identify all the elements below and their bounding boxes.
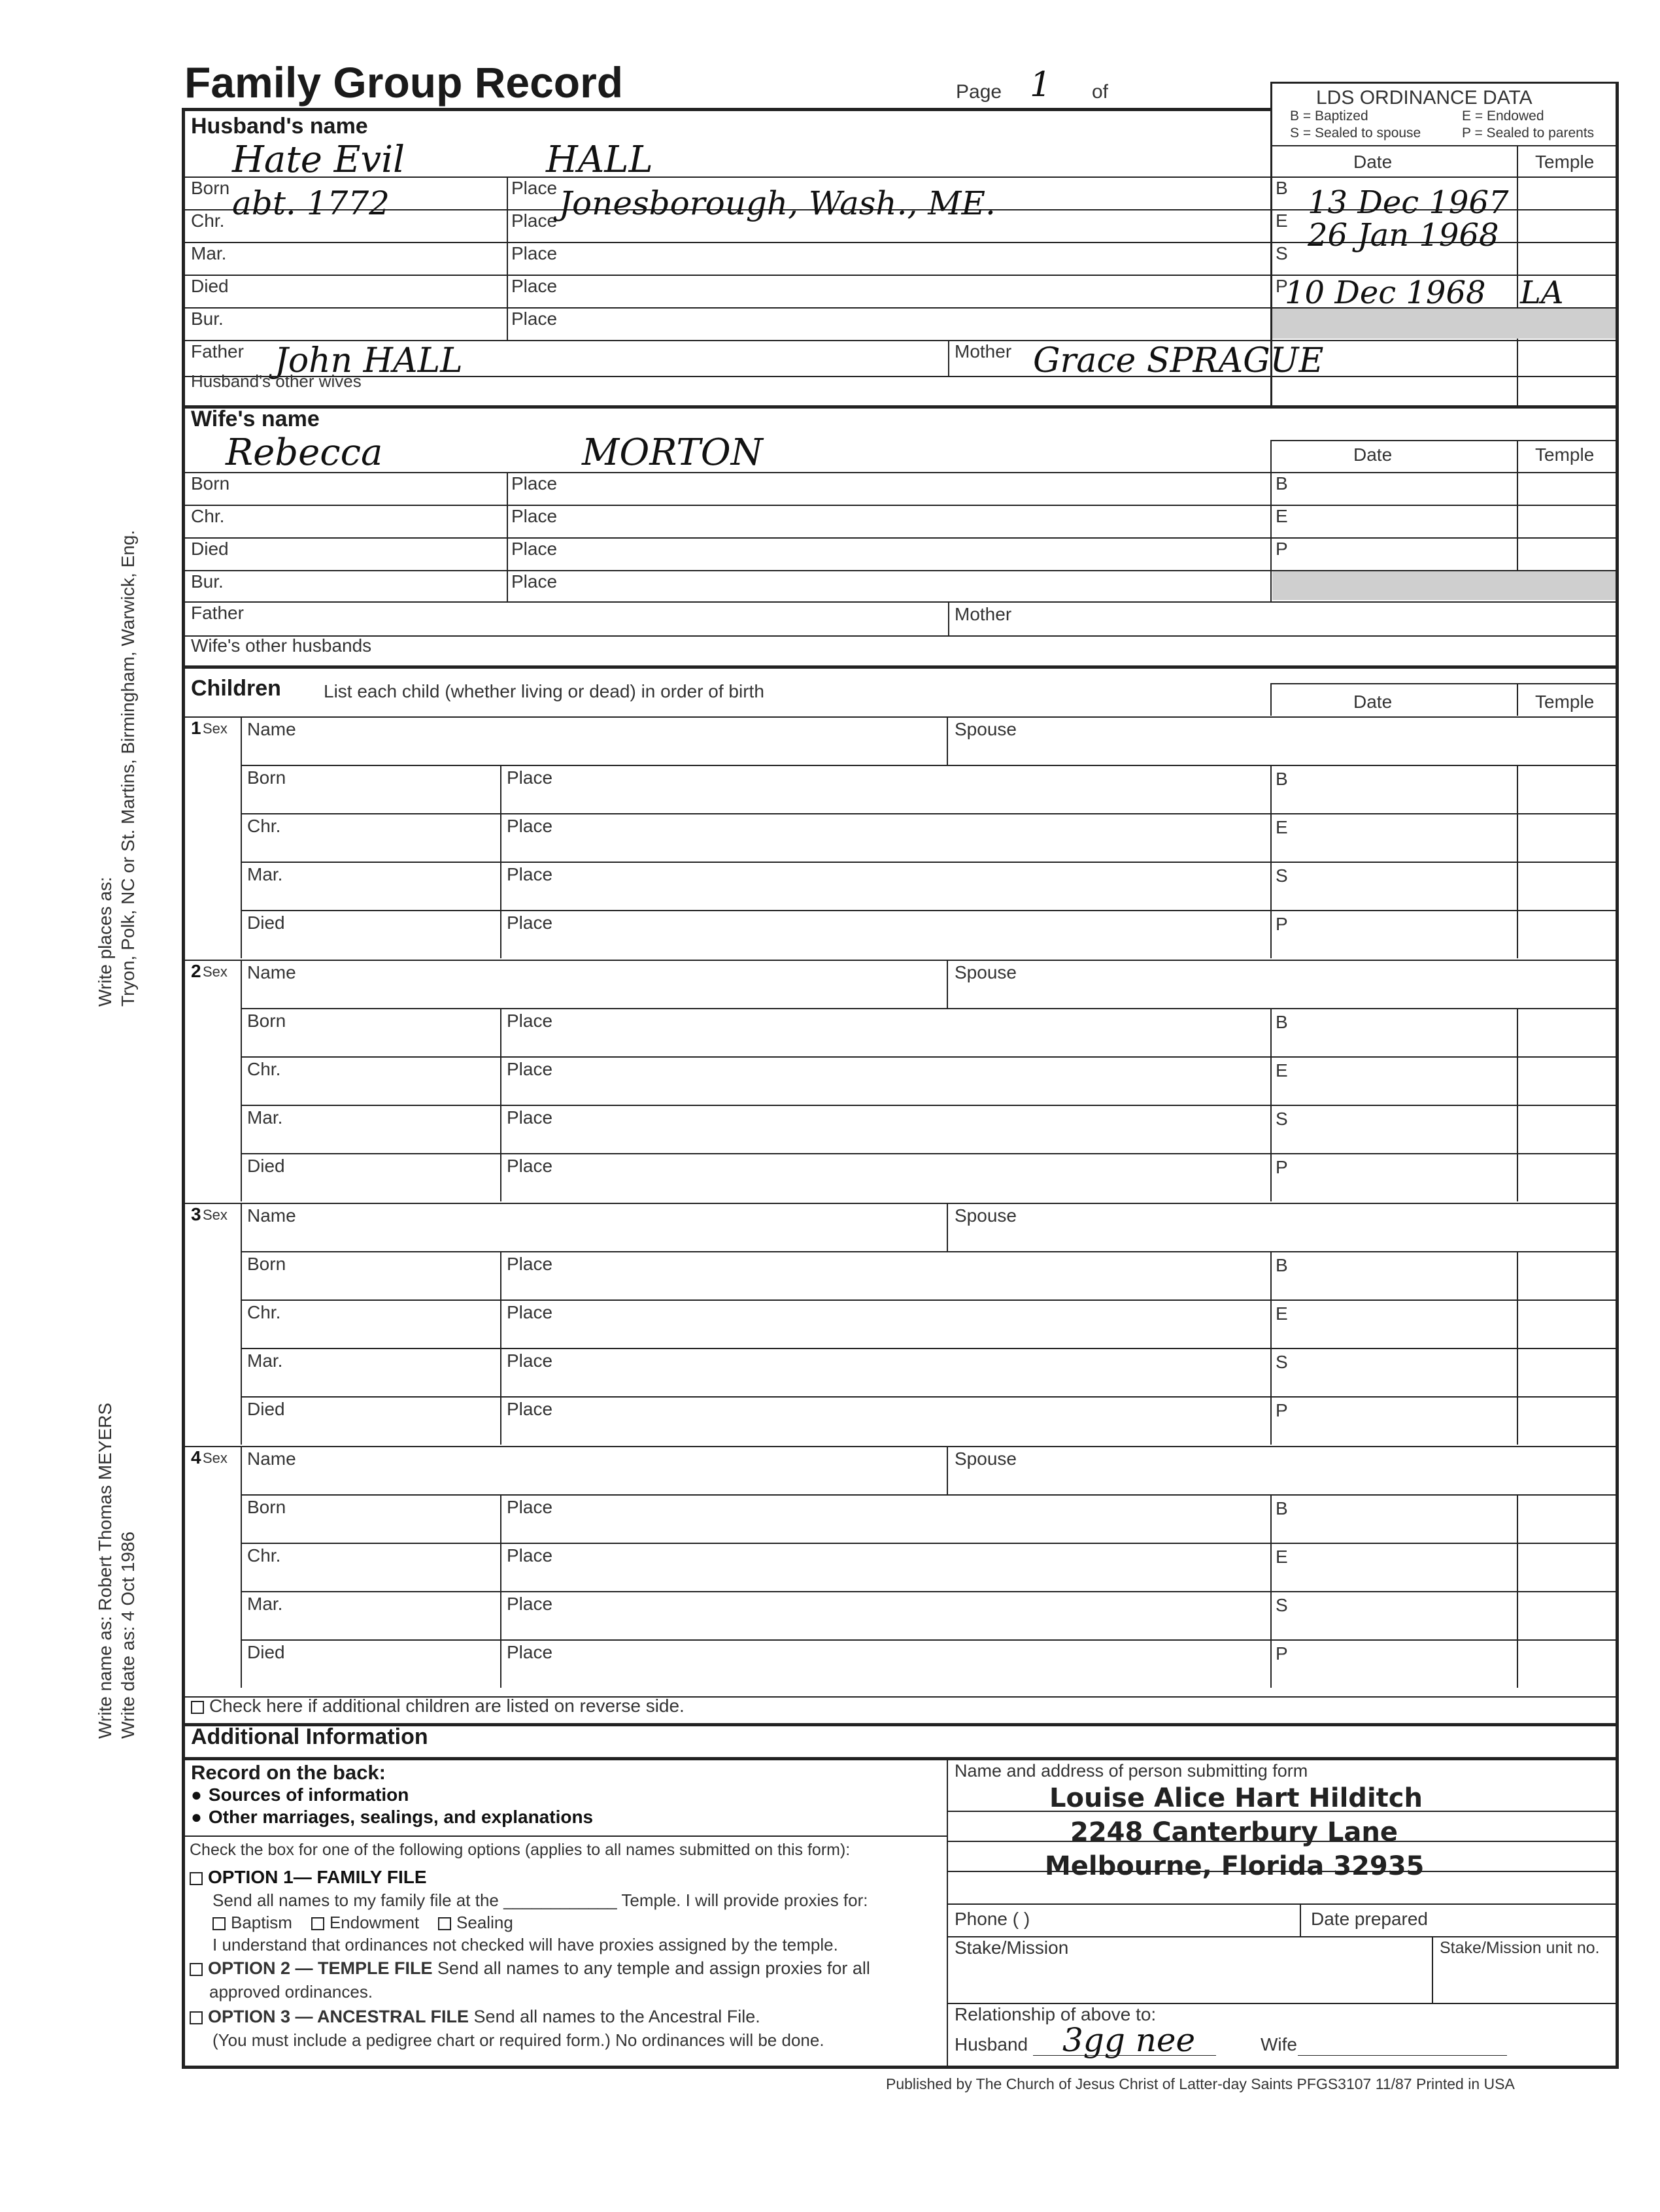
child-2-died-label: Died [247, 1156, 285, 1176]
legend-sealed-spouse: S = Sealed to spouse [1290, 126, 1421, 141]
child-2-mar-place-label: Place [507, 1107, 553, 1128]
child-2-spouse-label: Spouse [955, 962, 1017, 982]
wife-ord-b: B [1276, 473, 1288, 494]
option2-text2: approved ordinances. [209, 1982, 373, 2002]
husband-chr-label: Chr. [191, 210, 225, 231]
submitter-street[interactable]: 2248 Canterbury Lane [1070, 1817, 1398, 1847]
relationship-husband-value[interactable]: 3gg nee [1062, 2021, 1196, 2059]
child-4-chr-label: Chr. [247, 1545, 281, 1566]
child-1-spouse-label: Spouse [955, 719, 1017, 739]
husband-bur-place-label: Place [511, 309, 558, 329]
husband-other-wives-label: Husband's other wives [191, 371, 362, 391]
child-3-number: 3 [191, 1204, 201, 1224]
submitter-name[interactable]: Louise Alice Hart Hilditch [1049, 1783, 1423, 1813]
child-2-sex-divider [241, 960, 242, 1201]
submitter-line-2 [947, 1841, 1617, 1842]
options-top-line [182, 1835, 947, 1837]
reverse-side-label: Check here if additional children are listed on reverse side. [209, 1696, 685, 1716]
option2-text: Send all names to any temple and assign proxies for all [437, 1958, 870, 1978]
child-4-ord-p: P [1276, 1643, 1288, 1664]
child-1-born-place-label: Place [507, 767, 553, 788]
wife-born-place-label: Place [511, 473, 558, 494]
child-3-spouse-label: Spouse [955, 1205, 1017, 1226]
husband-father-label: Father [191, 341, 244, 361]
wife-ord-top [1270, 440, 1617, 441]
legend-sealed-parents: P = Sealed to parents [1462, 126, 1595, 141]
child-1-ord-p: P [1276, 914, 1288, 934]
temple-col-line [1517, 145, 1518, 407]
wife-row-line-1 [182, 505, 1617, 506]
ord-legend-line [1270, 145, 1617, 146]
child-3-mar-label: Mar. [247, 1350, 283, 1371]
date-prepared-label: Date prepared [1311, 1909, 1429, 1929]
relationship-wife-label: Wife [1261, 2034, 1297, 2054]
child-4-row-line-0 [241, 1494, 1617, 1496]
option3-check-icon[interactable] [190, 2011, 203, 2024]
child-3-died-label: Died [247, 1399, 285, 1419]
husband-given-name[interactable]: Hate Evil [232, 139, 405, 181]
husband-bur-label: Bur. [191, 309, 224, 329]
relationship-wife-underline [1298, 2055, 1507, 2056]
option3-text2: (You must include a pedigree chart or required form.) No ordinances will be done. [212, 2030, 824, 2050]
child-3-mar-place-label: Place [507, 1350, 553, 1371]
sealing-checkbox[interactable]: Sealing [438, 1913, 513, 1932]
child-2-chr-place-label: Place [507, 1059, 553, 1079]
wife-died-place-label: Place [511, 539, 558, 559]
child-3-name-label: Name [247, 1205, 296, 1226]
wife-born-label: Born [191, 473, 230, 494]
child-2-mar-label: Mar. [247, 1107, 283, 1128]
option2-check-icon[interactable] [190, 1963, 203, 1976]
places-instruction-example: Tryon, Polk, NC or St. Martins, Birmingham, Warwick, Eng. [118, 529, 138, 1007]
child-1-died-label: Died [247, 913, 285, 933]
husband-ord-b: B [1276, 178, 1288, 198]
child-2-row-line-0 [241, 1008, 1617, 1009]
submitter-label: Name and address of person submitting form [955, 1761, 1308, 1781]
husband-ord-s: S [1276, 243, 1288, 263]
child-4-temple-divider [1517, 1494, 1518, 1688]
option3-title: OPTION 3 — ANCESTRAL FILE [208, 2007, 469, 2026]
date-prepared-divider [1300, 1903, 1301, 1936]
child-3-temple-divider [1517, 1251, 1518, 1445]
children-temple-col-header: Temple [1535, 692, 1595, 712]
wife-surname[interactable]: MORTON [582, 431, 763, 474]
wife-section-end [182, 665, 1617, 669]
option3-checkbox[interactable] [190, 2007, 760, 2027]
husband-place-divider [507, 176, 508, 340]
child-1-temple-divider [1517, 765, 1518, 958]
child-4-mar-place-label: Place [507, 1594, 553, 1614]
wife-bur-gray [1272, 571, 1616, 600]
phone-top-line [947, 1903, 1617, 1905]
name-instruction: Write name as: Robert Thomas MEYERS [95, 1402, 115, 1739]
frame-left [182, 108, 185, 2069]
child-3-row-line-0 [241, 1251, 1617, 1252]
child-4-place-divider [500, 1494, 501, 1688]
husband-bur-gray [1272, 309, 1616, 339]
child-2-top-line [182, 960, 1617, 961]
husband-born-date[interactable]: abt. 1772 [232, 184, 390, 222]
child-3-row-line-1 [241, 1299, 1617, 1301]
submitter-city[interactable]: Melbourne, Florida 32935 [1045, 1851, 1425, 1881]
husband-mother-label: Mother [955, 341, 1012, 361]
frame-top [182, 108, 1270, 111]
legend-baptized: B = Baptized [1290, 109, 1368, 124]
bullet-marriages: ● Other marriages, sealings, and explanations [191, 1807, 593, 1828]
child-3-chr-label: Chr. [247, 1302, 281, 1322]
child-1-died-place-label: Place [507, 913, 553, 933]
husband-section-end [182, 405, 1617, 409]
option1-line3: I understand that ordinances not checked will have proxies assigned by the temple. [212, 1935, 838, 1954]
child-3-place-divider [500, 1251, 501, 1445]
page-number[interactable]: 1 [1030, 65, 1052, 105]
child-4-sex-label: Sex [203, 1450, 228, 1466]
child-4-row-line-3 [241, 1639, 1617, 1641]
child-4-ord-s: S [1276, 1595, 1288, 1615]
child-2-ord-p: P [1276, 1157, 1288, 1177]
husband-mother-divider [948, 340, 949, 376]
baptism-checkbox[interactable]: Baptism [212, 1913, 292, 1932]
child-1-chr-label: Chr. [247, 816, 281, 836]
child-3-ord-s: S [1276, 1352, 1288, 1372]
child-3-chr-place-label: Place [507, 1302, 553, 1322]
child-1-sex-divider [241, 716, 242, 958]
child-2-row-line-3 [241, 1153, 1617, 1154]
child-2-born-label: Born [247, 1011, 286, 1031]
child-4-born-label: Born [247, 1497, 286, 1517]
husband-chr-place-label: Place [511, 210, 558, 231]
child-2-row-line-2 [241, 1105, 1617, 1106]
wife-place-divider [507, 472, 508, 601]
stake-unit-label: Stake/Mission unit no. [1440, 1939, 1600, 1957]
child-4-died-place-label: Place [507, 1642, 553, 1662]
husband-row-line-0 [182, 176, 1617, 178]
child-2-ord-b: B [1276, 1012, 1288, 1032]
husband-mar-place-label: Place [511, 243, 558, 263]
wife-bur-place-label: Place [511, 571, 558, 592]
husband-mar-label: Mar. [191, 243, 227, 263]
child-2-ord-s: S [1276, 1109, 1288, 1129]
submitter-line-1 [947, 1811, 1617, 1812]
option1-checkbox[interactable] [190, 1867, 427, 1888]
husband-sealed-parents-temple[interactable]: LA [1520, 275, 1564, 311]
child-3-row-line-3 [241, 1396, 1617, 1398]
child-2-place-divider [500, 1008, 501, 1201]
reverse-side-checkbox[interactable] [191, 1696, 685, 1717]
child-1-top-line [182, 716, 1617, 718]
submitter-line-3 [947, 1871, 1617, 1872]
wife-father-line [182, 635, 1617, 637]
bullet-sources: ● Sources of information [191, 1785, 409, 1805]
husband-died-place-label: Place [511, 276, 558, 296]
wife-date-col-header: Date [1353, 444, 1393, 465]
child-1-row-line-0 [241, 765, 1617, 766]
child-1-ord-divider [1270, 765, 1272, 958]
child-4-mar-label: Mar. [247, 1594, 283, 1614]
option1-check-icon[interactable] [190, 1872, 203, 1885]
wife-bur-label: Bur. [191, 571, 224, 592]
wife-mother-label: Mother [955, 604, 1012, 624]
child-1-ord-e: E [1276, 817, 1288, 837]
stake-unit-divider [1432, 1936, 1433, 2003]
child-1-number: 1 [191, 718, 201, 738]
child-2-ord-e: E [1276, 1060, 1288, 1081]
options-intro: Check the box for one of the following options (applies to all names submitted on this form): [190, 1841, 851, 1859]
child-1-born-label: Born [247, 767, 286, 788]
husband-born-place-label: Place [511, 178, 558, 198]
publisher-footer: Published by The Church of Jesus Christ of Latter-day Saints PFGS3107 11/87 Printed in USA [886, 2075, 1515, 2092]
date-col-header: Date [1353, 152, 1393, 172]
legend-endowed: E = Endowed [1462, 109, 1544, 124]
husband-father-name[interactable]: John HALL [275, 341, 463, 380]
wife-chr-place-label: Place [511, 506, 558, 526]
husband-died-label: Died [191, 276, 229, 296]
endowment-checkbox[interactable]: Endowment [311, 1913, 419, 1932]
child-1-row-line-1 [241, 813, 1617, 814]
wife-mother-divider [948, 601, 949, 635]
option1-title: OPTION 1— FAMILY FILE [208, 1867, 427, 1887]
husband-surname[interactable]: HALL [546, 139, 653, 181]
child-1-spouse-divider [947, 716, 948, 765]
phone-label: Phone ( ) [955, 1909, 1030, 1929]
child-4-row-line-1 [241, 1543, 1617, 1544]
child-4-number: 4 [191, 1447, 201, 1467]
children-instruction: List each child (whether living or dead) in order of birth [324, 681, 764, 701]
child-4-spouse-divider [947, 1446, 948, 1494]
child-3-ord-b: B [1276, 1255, 1288, 1275]
wife-row-line-2 [182, 537, 1617, 539]
child-4-born-place-label: Place [507, 1497, 553, 1517]
husband-ord-p: P [1276, 276, 1288, 296]
wife-other-husbands-label: Wife's other husbands [191, 635, 372, 656]
places-instruction-title: Write places as: [95, 877, 115, 1007]
temple-col-header: Temple [1535, 152, 1595, 172]
wife-temple-col-header: Temple [1535, 444, 1595, 465]
husband-ord-e: E [1276, 210, 1288, 231]
child-3-ord-e: E [1276, 1303, 1288, 1324]
option3-text: Send all names to the Ancestral File. [473, 2007, 760, 2026]
child-3-sex-label: Sex [203, 1207, 228, 1223]
child-4-ord-b: B [1276, 1498, 1288, 1518]
husband-born-label: Born [191, 178, 230, 198]
child-2-chr-label: Chr. [247, 1059, 281, 1079]
relationship-label: Relationship of above to: [955, 2004, 1157, 2024]
child-4-top-line [182, 1446, 1617, 1447]
wife-row-line-4 [182, 601, 1617, 603]
child-1-ord-b: B [1276, 769, 1288, 789]
child-1-chr-place-label: Place [507, 816, 553, 836]
ordinance-title: LDS ORDINANCE DATA [1316, 87, 1533, 109]
child-3-spouse-divider [947, 1203, 948, 1251]
child-4-ord-divider [1270, 1494, 1272, 1688]
option2-title: OPTION 2 — TEMPLE FILE [208, 1958, 433, 1978]
wife-row-line-0 [182, 472, 1617, 473]
child-3-row-line-2 [241, 1348, 1617, 1349]
children-temple-col [1517, 683, 1518, 716]
child-2-died-place-label: Place [507, 1156, 553, 1176]
husband-father-line [182, 376, 1617, 377]
child-3-top-line [182, 1203, 1617, 1204]
child-1-sex-label: Sex [203, 720, 228, 737]
child-4-died-label: Died [247, 1642, 285, 1662]
husband-endowment-date[interactable]: 26 Jan 1968 [1308, 217, 1499, 254]
child-4-chr-place-label: Place [507, 1545, 553, 1566]
child-3-born-place-label: Place [507, 1254, 553, 1274]
wife-father-label: Father [191, 603, 244, 623]
child-3-sex-divider [241, 1203, 242, 1445]
additional-header-line [182, 1757, 1617, 1760]
child-3-ord-p: P [1276, 1400, 1288, 1420]
children-section-title: Children [191, 676, 281, 701]
wife-chr-label: Chr. [191, 506, 225, 526]
husband-section-title: Husband's name [191, 114, 368, 139]
child-4-row-line-2 [241, 1591, 1617, 1592]
form-title: Family Group Record [184, 58, 624, 107]
child-1-mar-label: Mar. [247, 864, 283, 884]
wife-ord-e: E [1276, 506, 1288, 526]
child-1-mar-place-label: Place [507, 864, 553, 884]
child-1-row-line-3 [241, 910, 1617, 911]
child-2-name-label: Name [247, 962, 296, 982]
child-3-ord-divider [1270, 1251, 1272, 1445]
child-2-temple-divider [1517, 1008, 1518, 1201]
record-back-title: Record on the back: [191, 1761, 386, 1784]
husband-born-place[interactable]: Jonesborough, Wash., ME. [559, 184, 996, 222]
page-label: Page [956, 81, 1002, 103]
child-1-name-label: Name [247, 719, 296, 739]
option1-proxy-choices [212, 1913, 513, 1933]
child-2-number: 2 [191, 961, 201, 981]
stake-label: Stake/Mission [955, 1937, 1069, 1958]
child-4-spouse-label: Spouse [955, 1449, 1017, 1469]
option2-checkbox[interactable] [190, 1958, 870, 1979]
wife-ord-left [1270, 440, 1272, 601]
of-label: of [1092, 81, 1109, 103]
frame-bottom [182, 2066, 1619, 2069]
children-ord-left [1270, 683, 1272, 716]
additional-section-title: Additional Information [191, 1724, 428, 1749]
date-instruction: Write date as: 4 Oct 1986 [118, 1532, 138, 1739]
ord-box-top [1270, 82, 1617, 84]
child-1-ord-s: S [1276, 865, 1288, 886]
child-4-ord-e: E [1276, 1547, 1288, 1567]
reverse-side-check-icon[interactable] [191, 1701, 204, 1714]
wife-died-label: Died [191, 539, 229, 559]
child-2-born-place-label: Place [507, 1011, 553, 1031]
husband-baptism-date[interactable]: 13 Dec 1967 [1308, 184, 1509, 221]
option1-line1: Send all names to my family file at the ____________ Temple. I will provide proxies for: [212, 1890, 868, 1910]
children-ord-top [1270, 683, 1617, 684]
husband-mother-name[interactable]: Grace SPRAGUE [1033, 341, 1324, 380]
child-1-row-line-2 [241, 862, 1617, 863]
child-3-born-label: Born [247, 1254, 286, 1274]
child-3-died-place-label: Place [507, 1399, 553, 1419]
children-date-col-header: Date [1353, 692, 1393, 712]
frame-right [1616, 82, 1619, 2069]
child-2-sex-label: Sex [203, 964, 228, 980]
wife-section-title: Wife's name [191, 407, 320, 431]
husband-sealed-parents-date[interactable]: 10 Dec 1968 [1285, 275, 1486, 311]
wife-ord-p: P [1276, 539, 1288, 559]
child-2-row-line-1 [241, 1056, 1617, 1058]
child-1-place-divider [500, 765, 501, 958]
child-2-spouse-divider [947, 960, 948, 1008]
submitter-divider [947, 1757, 948, 2066]
relationship-husband-label: Husband [955, 2034, 1028, 2054]
child-4-name-label: Name [247, 1449, 296, 1469]
child-4-sex-divider [241, 1446, 242, 1688]
child-2-ord-divider [1270, 1008, 1272, 1201]
wife-given-name[interactable]: Rebecca [226, 431, 383, 474]
